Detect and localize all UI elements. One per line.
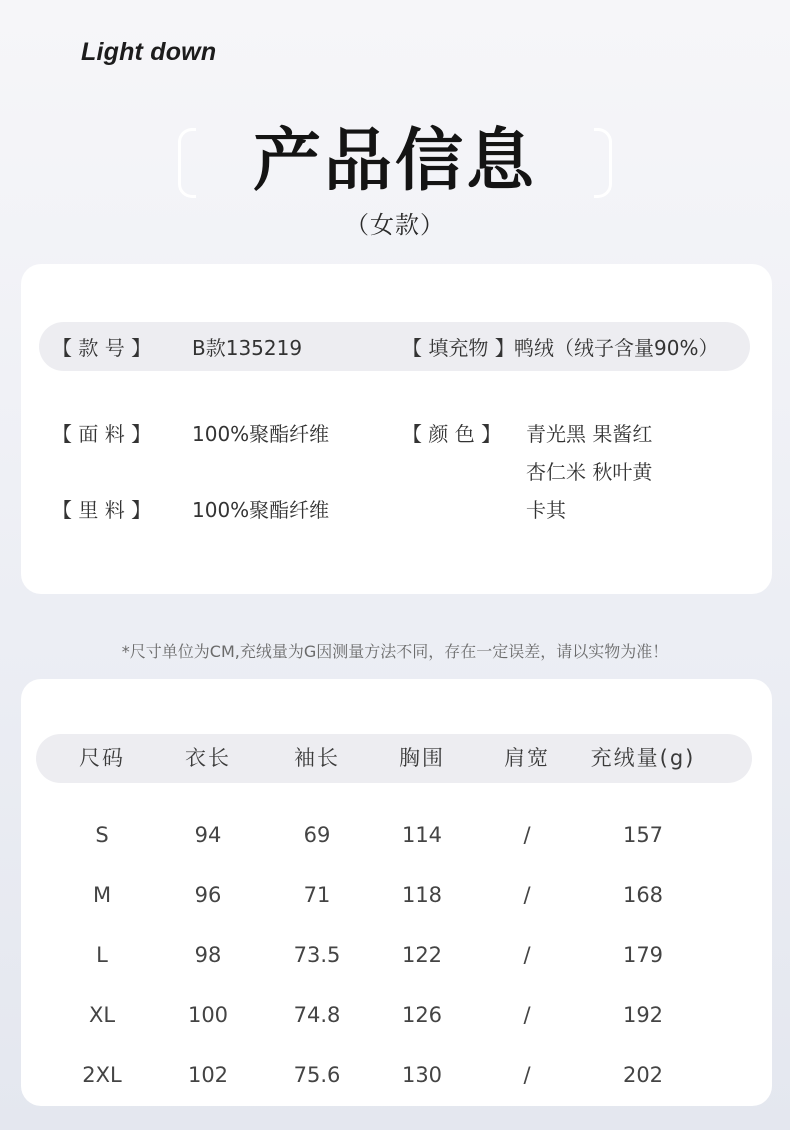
style-no-value: B款135219 [192, 336, 303, 360]
table-cell-shoulder: / [523, 1063, 531, 1087]
lining-label: 【 里 料 】 [52, 498, 152, 522]
table-cell-shoulder: / [523, 883, 531, 907]
table-cell-length: 98 [194, 943, 222, 967]
table-cell-length: 102 [187, 1063, 229, 1087]
table-cell-shoulder: / [523, 1003, 531, 1027]
table-cell-down-fill: 157 [622, 823, 664, 847]
table-cell-shoulder: / [523, 823, 531, 847]
table-header-sleeve: 袖长 [294, 746, 340, 770]
table-header-chest: 胸围 [399, 746, 445, 770]
table-cell-chest: 122 [401, 943, 443, 967]
style-no-label: 【 款 号 】 [52, 336, 152, 360]
table-cell-size: M [92, 883, 112, 907]
table-cell-chest: 126 [401, 1003, 443, 1027]
measurement-note: *尺寸单位为CM,充绒量为G因测量方法不同，存在一定误差，请以实物为准！ [121, 642, 669, 661]
color-value-line: 青光黑 果酱红 [526, 422, 653, 446]
color-value-line: 卡其 [526, 498, 566, 522]
table-cell-chest: 114 [401, 823, 443, 847]
table-header-size: 尺码 [79, 746, 125, 770]
table-cell-sleeve: 74.8 [293, 1003, 341, 1027]
table-cell-length: 96 [194, 883, 222, 907]
table-cell-down-fill: 192 [622, 1003, 664, 1027]
table-cell-sleeve: 75.6 [293, 1063, 341, 1087]
table-cell-sleeve: 71 [303, 883, 331, 907]
table-cell-sleeve: 73.5 [293, 943, 341, 967]
table-header-length: 衣长 [185, 746, 231, 770]
filling-value: 鸭绒（绒子含量90%） [514, 336, 719, 360]
page-title: 产品信息 [252, 122, 537, 201]
table-cell-length: 100 [187, 1003, 229, 1027]
lining-value: 100%聚酯纤维 [192, 498, 330, 522]
fabric-value: 100%聚酯纤维 [192, 422, 330, 446]
table-cell-sleeve: 69 [303, 823, 331, 847]
fabric-label: 【 面 料 】 [52, 422, 152, 446]
brand-logo: Light down [81, 38, 217, 66]
page-subtitle: （女款） [345, 211, 445, 239]
table-cell-length: 94 [194, 823, 222, 847]
table-cell-down-fill: 179 [622, 943, 664, 967]
table-cell-down-fill: 202 [622, 1063, 664, 1087]
product-info-card [21, 264, 772, 594]
table-cell-down-fill: 168 [622, 883, 664, 907]
table-cell-chest: 118 [401, 883, 443, 907]
color-label: 【 颜 色 】 [402, 422, 502, 446]
table-header-shoulder: 肩宽 [504, 746, 550, 770]
filling-label: 【 填充物 】 [402, 336, 515, 360]
table-cell-chest: 130 [401, 1063, 443, 1087]
table-cell-size: 2XL [82, 1063, 122, 1087]
table-header-down-fill: 充绒量(g) [590, 746, 696, 770]
size-chart-card [21, 679, 772, 1106]
table-cell-size: XL [88, 1003, 116, 1027]
table-cell-shoulder: / [523, 943, 531, 967]
table-cell-size: S [95, 823, 109, 847]
table-cell-size: L [96, 943, 108, 967]
color-value-line: 杏仁米 秋叶黄 [526, 460, 653, 484]
